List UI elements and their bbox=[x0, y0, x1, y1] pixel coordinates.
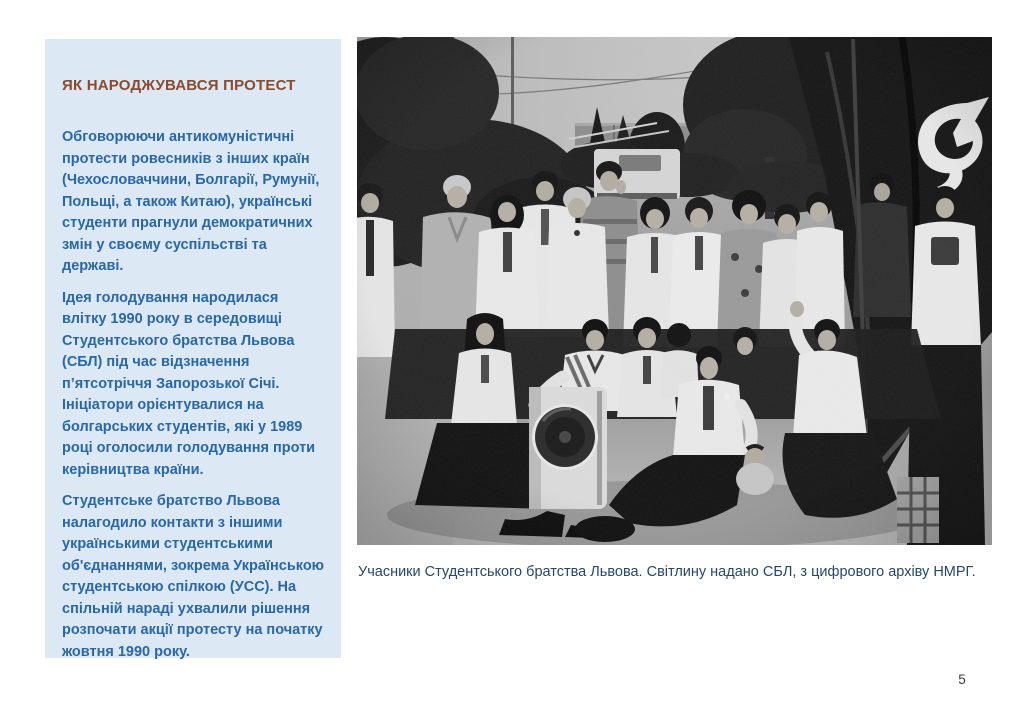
sidebar-text-panel bbox=[45, 39, 341, 658]
panel-paragraph-1: Обговорюючи антикомуністичні протести ровесників з інших країн (Чехословаччини, Болгарії, Румунії, Польщі, а також Китаю), українські студенти прагнули демократичних змін у своєму суспільстві та державі. bbox=[62, 129, 320, 274]
group-photo bbox=[357, 37, 992, 545]
page-number: 5 bbox=[958, 672, 966, 687]
photo-grain-overlay bbox=[357, 37, 992, 545]
panel-paragraph-3: Студентське братство Львова налагодило контакти з іншими українськими студентськими об'єднаннями, зокрема Українською студентською спілкою (УСС). На спільній нараді ухвалили рішення розпочати акції протесту на початку жовтня 1990 року. bbox=[62, 493, 325, 660]
panel-paragraph-2: Ідея голодування народилася влітку 1990 року в середовищі Студентського братства Львова (СБЛ) під час відзначення п’ятсотріччя Запорозької Січі. Ініціатори орієнтувалися на болгарських студентів, які у 1989 році оголосили голодування проти керівництва країни. bbox=[62, 289, 316, 478]
panel-title: ЯК НАРОДЖУВАВСЯ ПРОТЕСТ bbox=[62, 77, 296, 94]
photo-caption: Учасники Студентського братства Львова. Світлину надано СБЛ, з цифрового архіву НМРГ. bbox=[358, 564, 976, 580]
